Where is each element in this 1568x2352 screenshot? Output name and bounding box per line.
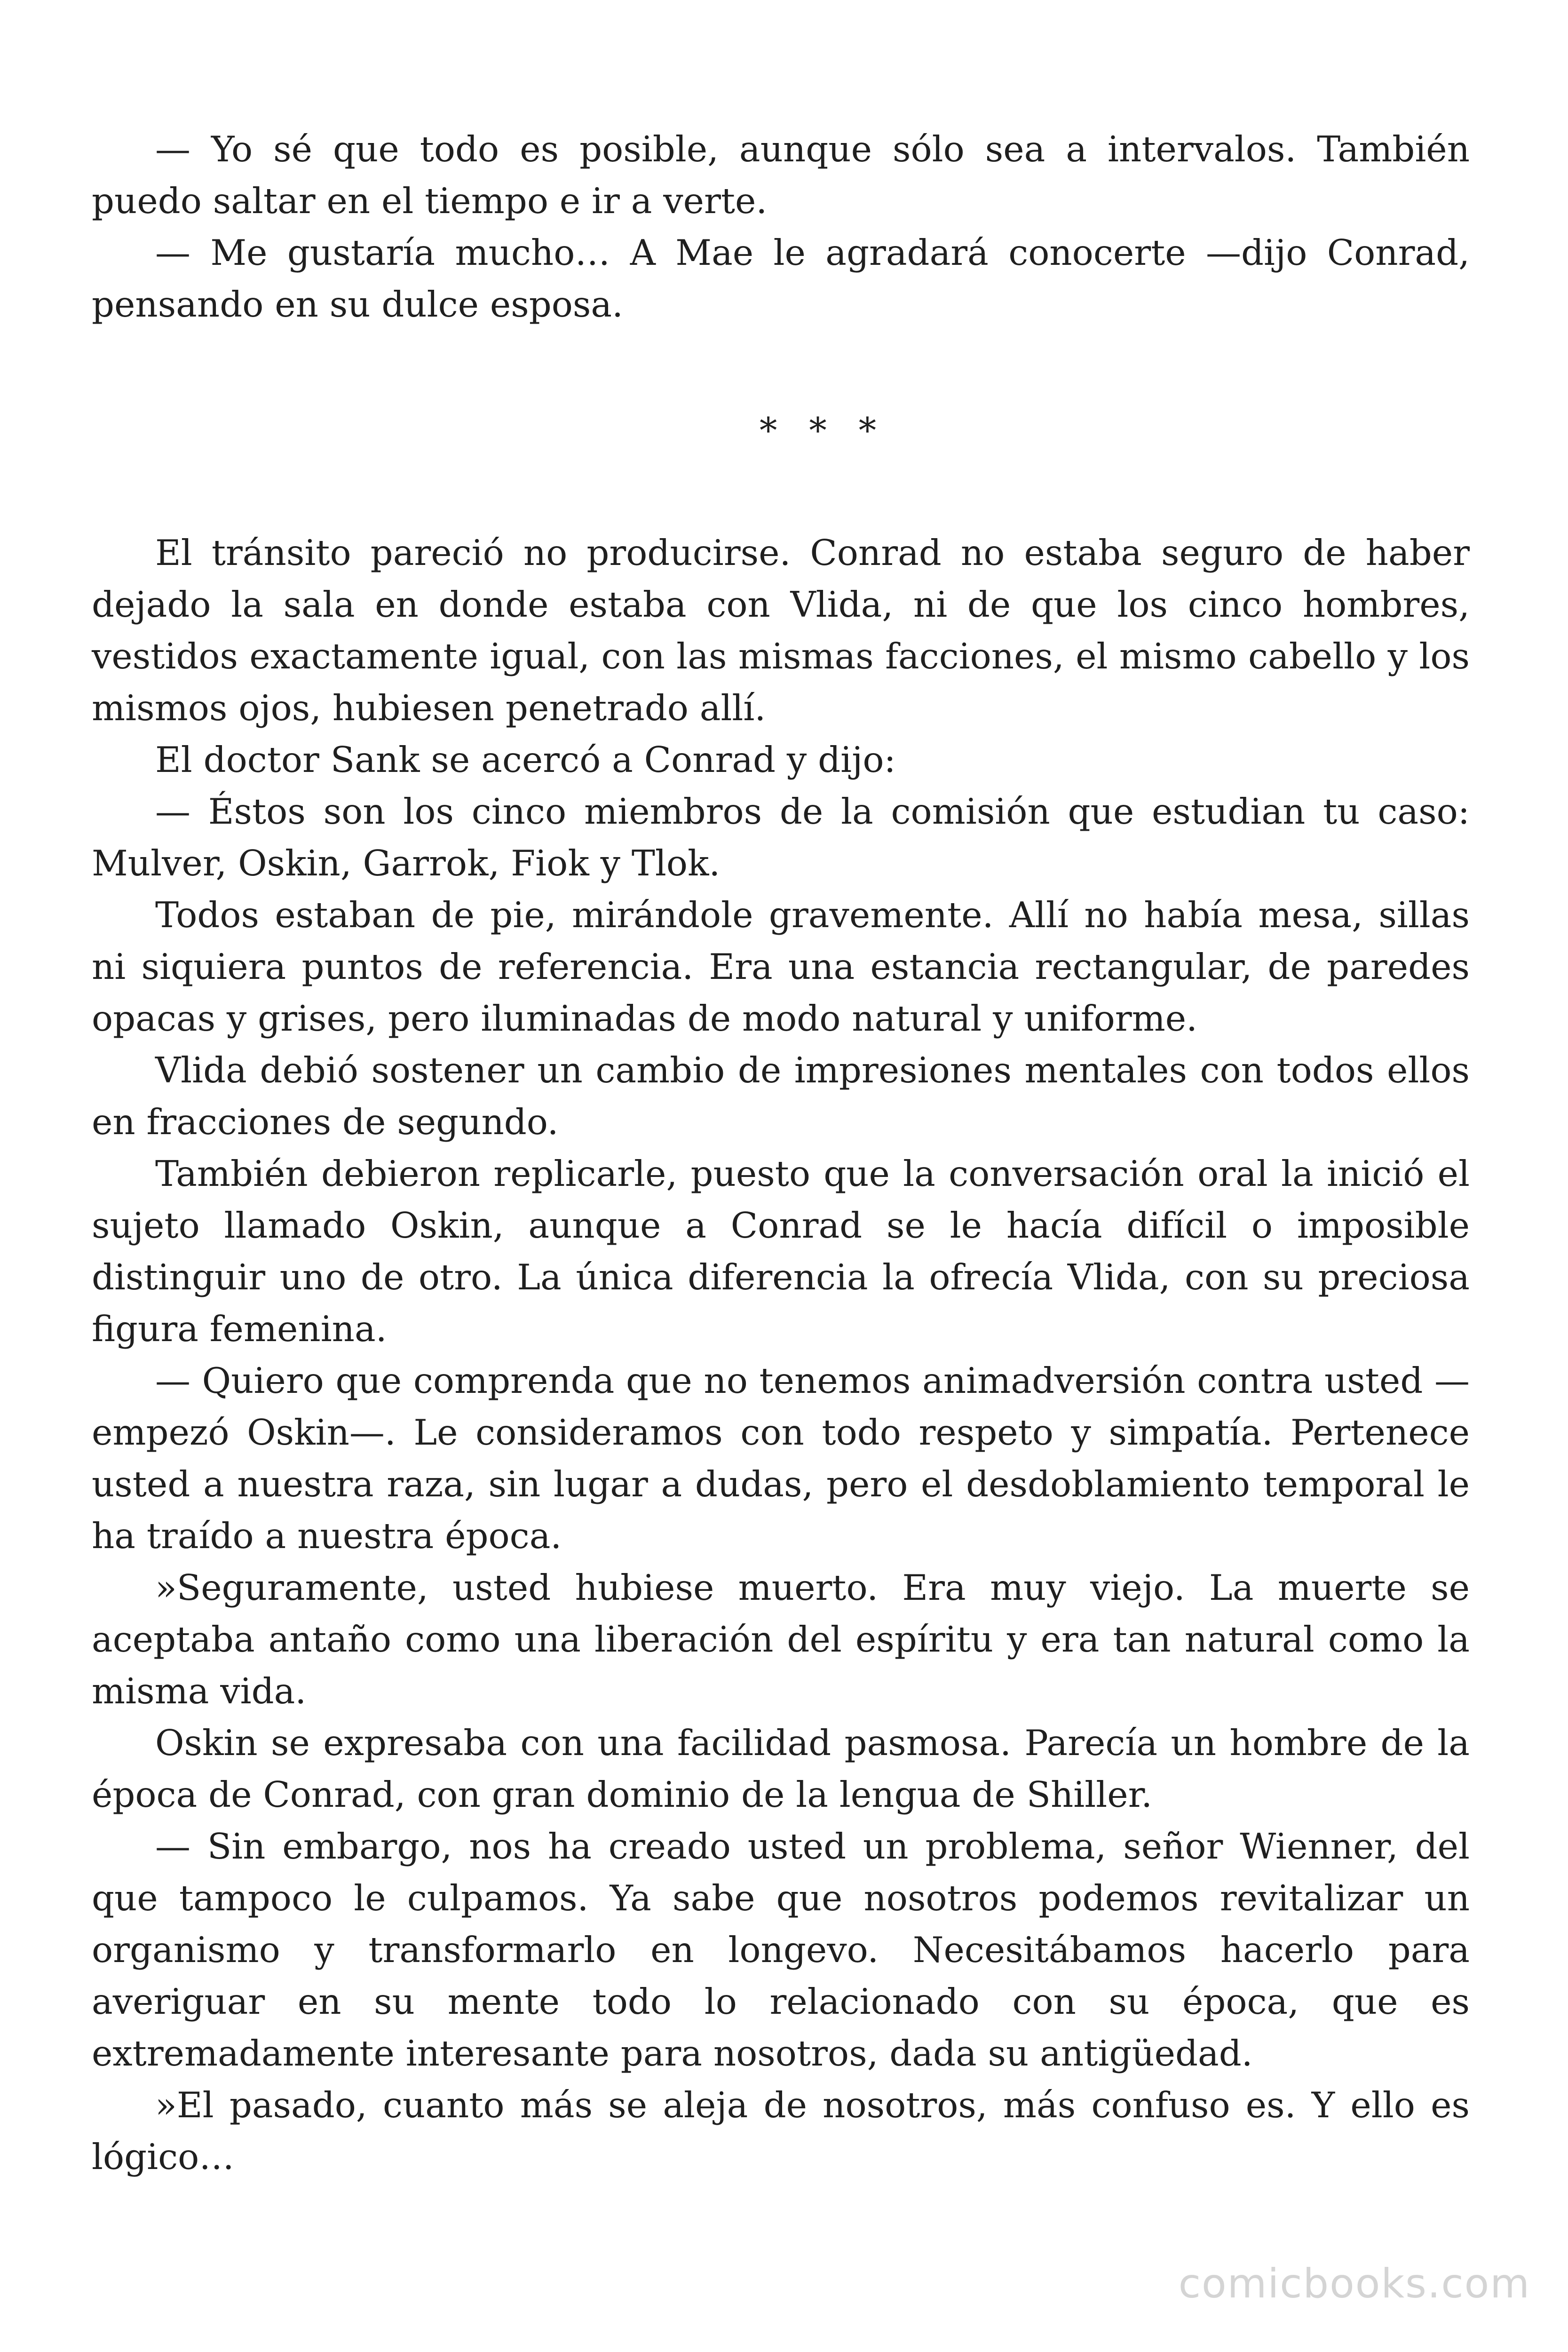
paragraph: »El pasado, cuanto más se aleja de nosotros, más confuso es. Y ello es lógico…	[92, 2084, 1470, 2177]
paragraph: El tránsito pareció no producirse. Conrad no estaba seguro de haber dejado la sala en donde estaba con Vlida, ni de que los cinco hombres, vestidos exactamente igual, con las mismas facciones, el mismo cabello y los mismos ojos, hubiesen penetrado allí.	[92, 532, 1470, 729]
paragraph: — Me gustaría mucho… A Mae le agradará conocerte —dijo Conrad, pensando en su dulce esposa.	[92, 232, 1470, 325]
paragraph: — Quiero que comprenda que no tenemos animadversión contra usted —empezó Oskin—. Le consideramos con todo respeto y simpatía. Pertenece usted a nuestra raza, sin lugar a dudas, pero el desdoblamiento temporal le ha traído a nuestra época.	[92, 1360, 1470, 1557]
paragraph: Oskin se expresaba con una facilidad pasmosa. Parecía un hombre de la época de Conrad, con gran dominio de la lengua de Shiller.	[92, 1722, 1470, 1815]
watermark: comicbooks.com	[1178, 2260, 1530, 2307]
paragraph: Vlida debió sostener un cambio de impresiones mentales con todos ellos en fracciones de segundo.	[92, 1049, 1470, 1143]
paragraph: El doctor Sank se acercó a Conrad y dijo:	[155, 739, 896, 780]
section-separator: * * *	[759, 410, 887, 451]
book-page	[92, 123, 1470, 2183]
paragraph: — Yo sé que todo es posible, aunque sólo sea a intervalos. También puedo saltar en el tiempo e ir a verte.	[92, 128, 1470, 222]
paragraph: »Seguramente, usted hubiese muerto. Era muy viejo. La muerte se aceptaba antaño como una liberación del espíritu y era tan natural como la misma vida.	[92, 1567, 1470, 1712]
paragraph: Todos estaban de pie, mirándole gravemente. Allí no había mesa, sillas ni siquiera puntos de referencia. Era una estancia rectangular, de paredes opacas y grises, pero iluminadas de modo natural y uniforme.	[92, 894, 1470, 1039]
paragraph: — Sin embargo, nos ha creado usted un problema, señor Wienner, del que tampoco le culpamos. Ya sabe que nosotros podemos revitalizar un organismo y transformarlo en longevo. Necesitábamos hacerlo para averiguar en su mente todo lo relacionado con su época, que es extremadamente interesante para nosotros, dada su antigüedad.	[92, 1826, 1470, 2074]
paragraph: También debieron replicarle, puesto que la conversación oral la inició el sujeto llamado Oskin, aunque a Conrad se le hacía difícil o imposible distinguir uno de otro. La única diferencia la ofrecía Vlida, con su preciosa figura femenina.	[92, 1153, 1470, 1350]
section-body	[92, 527, 1470, 2183]
paragraph: — Éstos son los cinco miembros de la comisión que estudian tu caso: Mulver, Oskin, Garrok, Fiok y Tlok.	[92, 791, 1470, 884]
